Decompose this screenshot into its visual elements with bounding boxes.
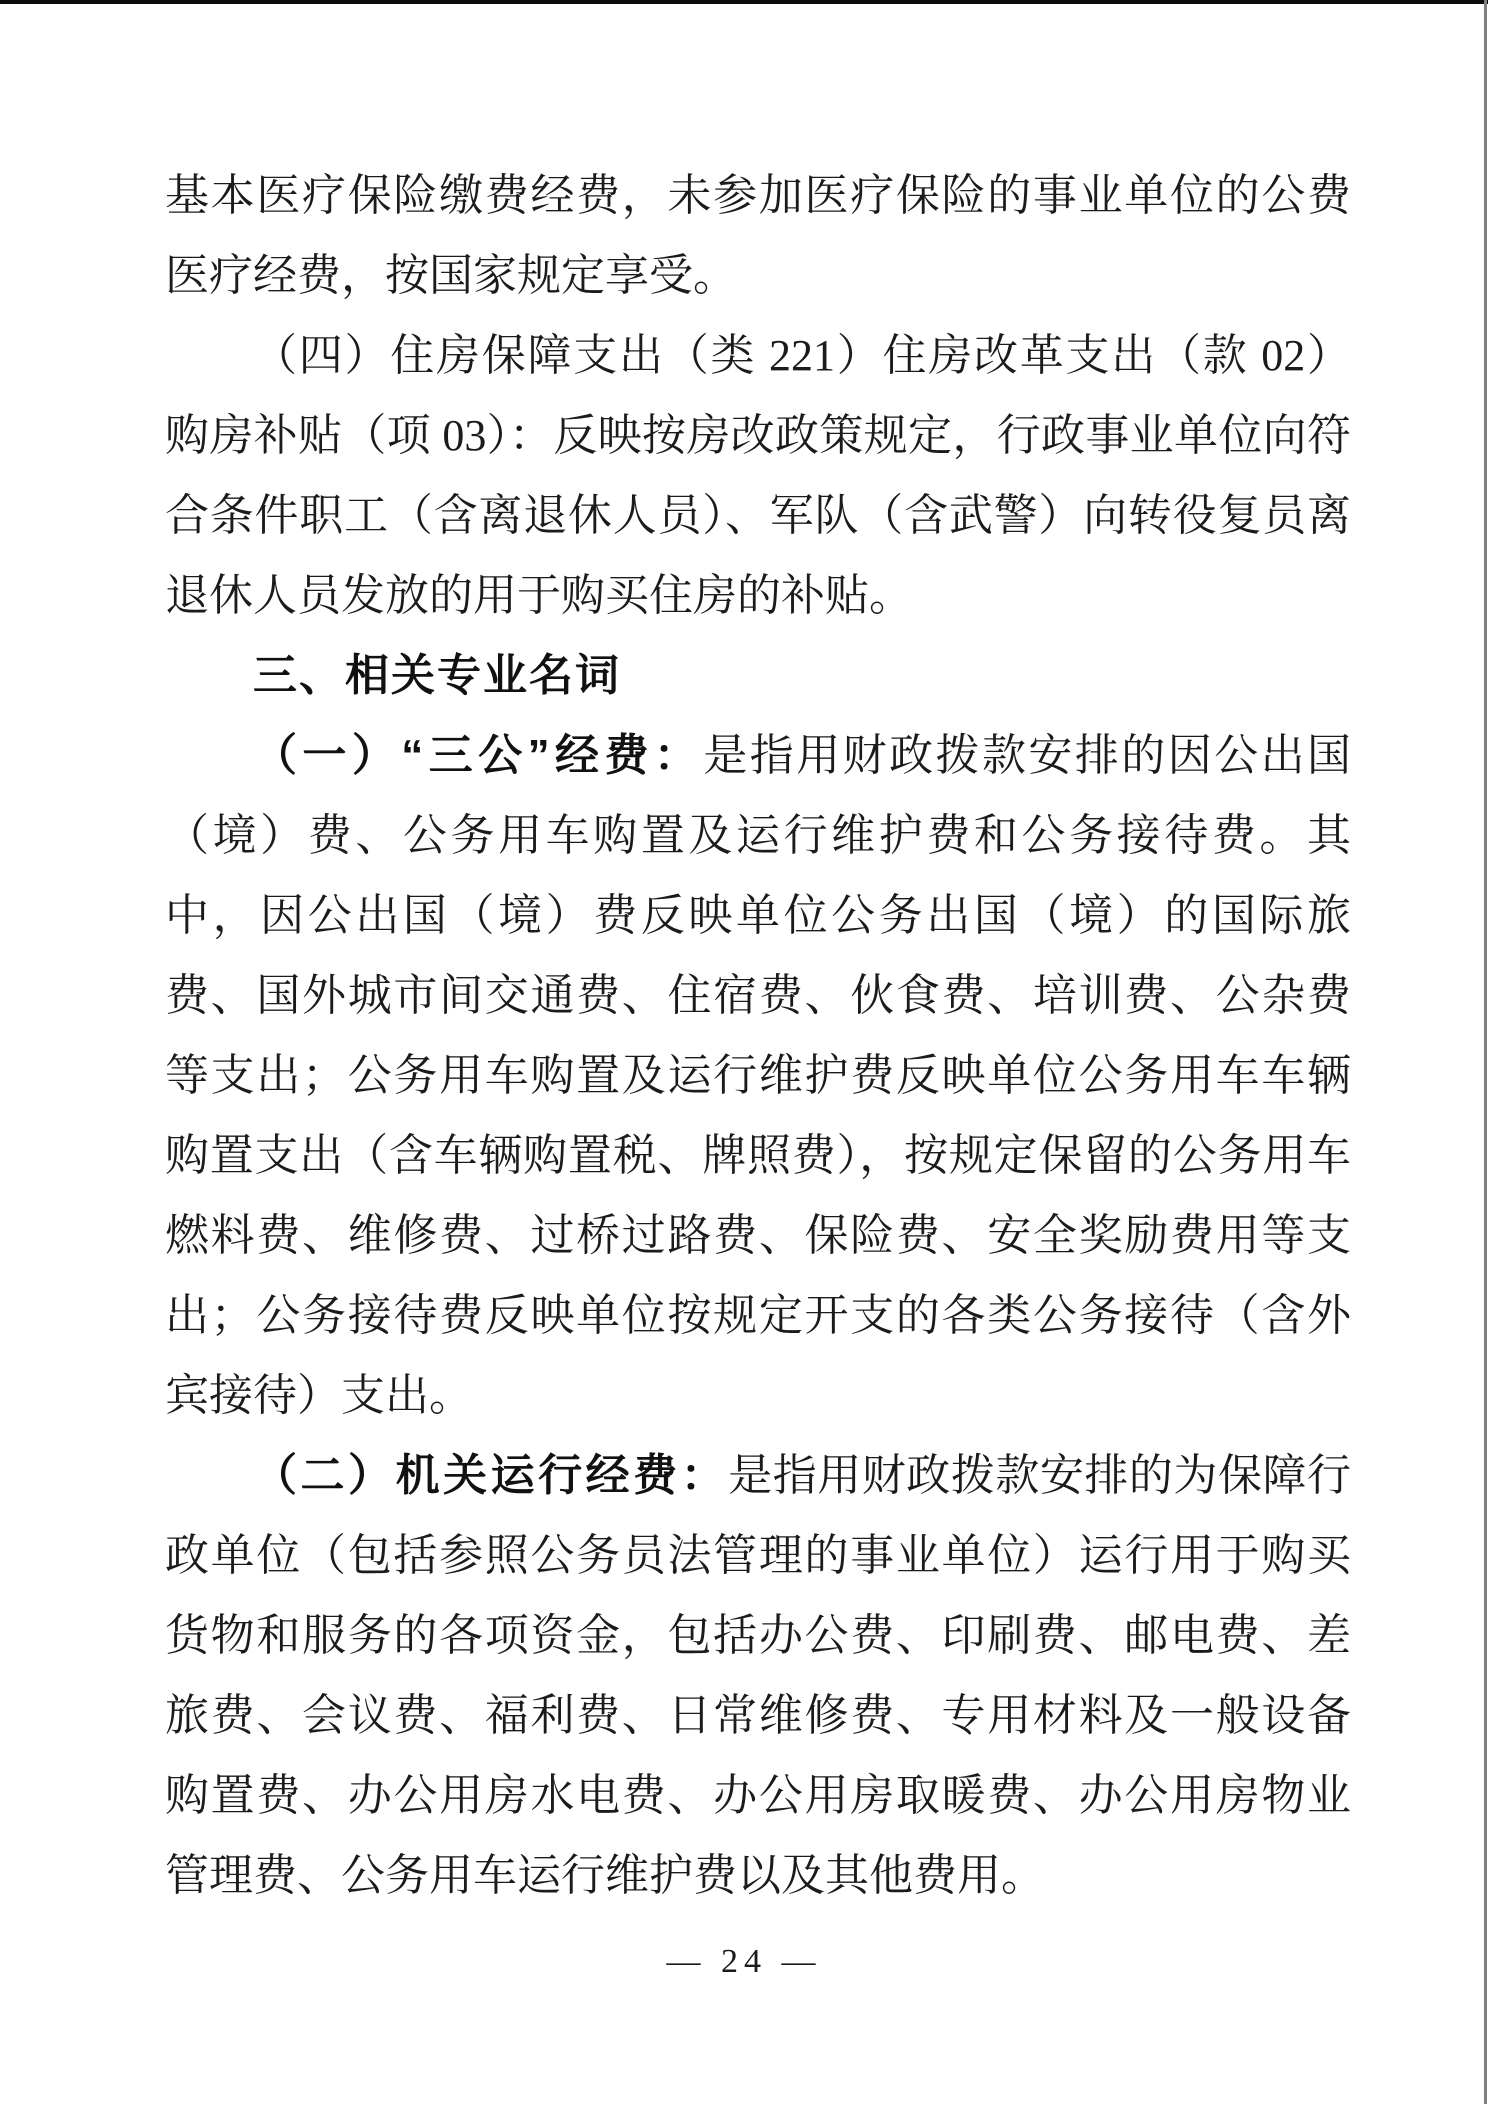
paragraph-lead: （一）“三公”经费： (253, 731, 704, 780)
paragraph-lead: （二）机关运行经费： (253, 1451, 729, 1500)
paragraph: （四）住房保障支出（类 221）住房改革支出（款 02）购房补贴（项 03）：反映按房改政策规定，行政事业单位向符合条件职工（含离退休人员）、军队（含武警）向转役复员离退休人员发放的用于购买住房的补贴。 (165, 331, 1351, 620)
section-heading: 三、相关专业名词 (253, 651, 621, 700)
paragraph: 基本医疗保险缴费经费，未参加医疗保险的事业单位的公费医疗经费，按国家规定享受。 (165, 171, 1351, 300)
document-body (165, 156, 1351, 1916)
right-border-line (1484, 0, 1487, 2104)
top-border-line (0, 0, 1488, 4)
paragraph: （一）“三公”经费：是指用财政拨款安排的因公出国（境）费、公务用车购置及运行维护费和公务接待费。其中，因公出国（境）费反映单位公务出国（境）的国际旅费、国外城市间交通费、住宿费、伙食费、培训费、公杂费等支出；公务用车购置及运行维护费反映单位公务用车车辆购置支出（含车辆购置税、牌照费），按规定保留的公务用车燃料费、维修费、过桥过路费、保险费、安全奖励费用等支出；公务接待费反映单位按规定开支的各类公务接待（含外宾接待）支出。 (165, 731, 1352, 1420)
page-number: — 24 — (666, 1943, 822, 1980)
paragraph: （二）机关运行经费：是指用财政拨款安排的为保障行政单位（包括参照公务员法管理的事业单位）运行用于购买货物和服务的各项资金，包括办公费、印刷费、邮电费、差旅费、会议费、福利费、日常维修费、专用材料及一般设备购置费、办公用房水电费、办公用房取暖费、办公用房物业管理费、公务用车运行维护费以及其他费用。 (165, 1451, 1352, 1900)
